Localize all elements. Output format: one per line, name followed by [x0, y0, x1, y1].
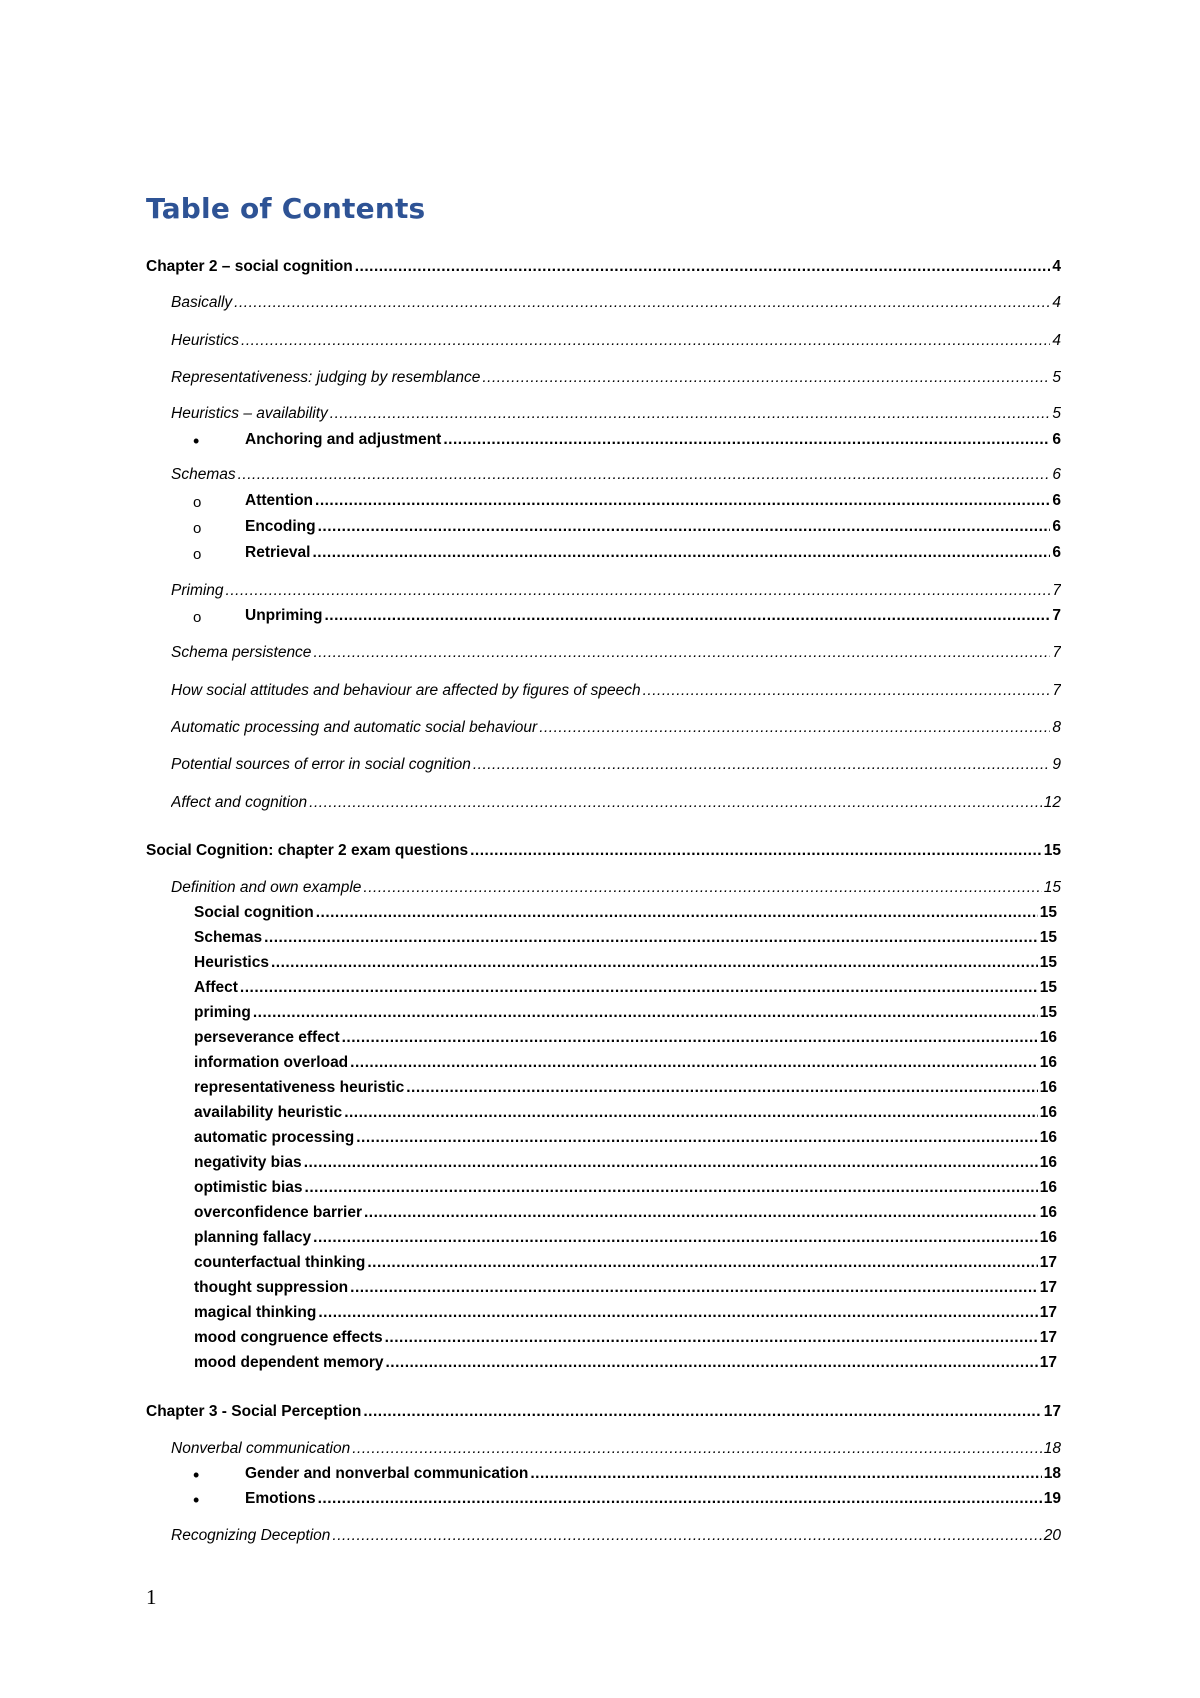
dot-leader — [313, 1229, 1038, 1247]
toc-entry-label[interactable]: perseverance effect — [194, 1029, 340, 1046]
toc-entry-label[interactable]: Affect — [194, 979, 238, 996]
toc-entry-page[interactable]: 6 — [1052, 466, 1061, 483]
toc-entry[interactable] — [0, 544, 1200, 568]
toc-entry[interactable] — [0, 1079, 1200, 1103]
toc-entry-label[interactable]: Representativeness: judging by resemblance — [171, 369, 481, 386]
toc-entry-page[interactable]: 16 — [1039, 1079, 1057, 1096]
toc-entry-label[interactable]: Unpriming — [245, 607, 323, 624]
toc-entry-page[interactable]: 15 — [1039, 979, 1057, 996]
dot-leader — [271, 954, 1038, 972]
toc-entry-page[interactable]: 18 — [1043, 1440, 1061, 1457]
toc-entry-label[interactable]: Automatic processing and automatic social behaviour — [171, 719, 538, 736]
toc-entry-label[interactable]: planning fallacy — [194, 1229, 312, 1246]
dot-leader — [342, 1029, 1038, 1047]
toc-entry-page[interactable]: 16 — [1039, 1154, 1057, 1171]
dot-leader — [385, 1329, 1038, 1347]
dot-leader — [355, 258, 1051, 276]
toc-entry-page[interactable]: 6 — [1052, 492, 1061, 509]
toc-entry[interactable] — [0, 929, 1200, 953]
circle-bullet-icon: o — [193, 609, 202, 626]
dot-leader — [443, 431, 1050, 449]
toc-entry[interactable] — [0, 954, 1200, 978]
dot-leader — [325, 607, 1051, 625]
toc-entry-label[interactable]: Nonverbal communication — [171, 1440, 351, 1457]
toc-entry-label[interactable]: How social attitudes and behaviour are affected by figures of speech — [171, 682, 641, 699]
toc-entry-page[interactable]: 5 — [1052, 369, 1061, 386]
toc-entry-page[interactable]: 16 — [1039, 1229, 1057, 1246]
toc-entry[interactable] — [0, 1229, 1200, 1253]
toc-entry-label[interactable]: Heuristics — [194, 954, 269, 971]
toc-entry-label[interactable]: availability heuristic — [194, 1104, 343, 1121]
toc-entry-label[interactable]: Heuristics – availability — [171, 405, 328, 422]
toc-entry-label[interactable]: Emotions — [245, 1490, 316, 1507]
toc-entry-page[interactable]: 15 — [1039, 1004, 1057, 1021]
toc-entry-page[interactable]: 17 — [1039, 1279, 1057, 1296]
toc-entry-label[interactable]: Definition and own example — [171, 879, 362, 896]
toc-entry[interactable] — [0, 1054, 1200, 1078]
toc-entry-page[interactable]: 7 — [1052, 582, 1061, 599]
toc-entry-label[interactable]: Anchoring and adjustment — [245, 431, 442, 448]
toc-entry-page[interactable]: 7 — [1052, 607, 1061, 624]
toc-entry-page[interactable]: 9 — [1052, 756, 1061, 773]
toc-entry-page[interactable]: 17 — [1039, 1254, 1057, 1271]
toc-entry-page[interactable]: 6 — [1052, 431, 1061, 448]
toc-entry-page[interactable]: 19 — [1043, 1490, 1061, 1507]
toc-entry-label[interactable]: Potential sources of error in social cognition — [171, 756, 471, 773]
dot-leader — [385, 1354, 1037, 1372]
toc-entry[interactable] — [0, 1179, 1200, 1203]
toc-entry-label[interactable]: counterfactual thinking — [194, 1254, 366, 1271]
bullet-icon: • — [193, 431, 200, 451]
toc-entry[interactable] — [0, 842, 1200, 866]
toc-entry-page[interactable]: 16 — [1039, 1029, 1057, 1046]
dot-leader — [364, 1204, 1038, 1222]
circle-bullet-icon: o — [193, 494, 202, 511]
toc-entry-label[interactable]: magical thinking — [194, 1304, 317, 1321]
toc-entry[interactable] — [0, 879, 1200, 903]
toc-entry-label[interactable]: mood congruence effects — [194, 1329, 383, 1346]
toc-entry[interactable] — [0, 1304, 1200, 1328]
toc-entry[interactable] — [0, 644, 1200, 668]
toc-entry[interactable] — [0, 1029, 1200, 1053]
circle-bullet-icon: o — [193, 546, 202, 563]
toc-entry-label[interactable]: automatic processing — [194, 1129, 355, 1146]
toc-entry[interactable] — [0, 1204, 1200, 1228]
toc-entry-label[interactable]: Schema persistence — [171, 644, 312, 661]
toc-entry[interactable] — [0, 756, 1200, 780]
toc-entry-page[interactable]: 15 — [1039, 929, 1057, 946]
toc-entry-page[interactable]: 16 — [1039, 1179, 1057, 1196]
toc-entry-page[interactable]: 12 — [1043, 794, 1061, 811]
toc-entry-label[interactable]: Recognizing Deception — [171, 1527, 331, 1544]
toc-entry-label[interactable]: Chapter 2 – social cognition — [146, 258, 353, 275]
toc-entry-label[interactable]: Encoding — [245, 518, 316, 535]
toc-entry-label[interactable]: Priming — [171, 582, 224, 599]
toc-entry[interactable] — [0, 979, 1200, 1003]
dot-leader — [330, 405, 1051, 423]
toc-entry[interactable] — [0, 294, 1200, 318]
toc-entry[interactable] — [0, 431, 1200, 455]
dot-leader — [313, 644, 1050, 662]
toc-entry-page[interactable]: 16 — [1039, 1104, 1057, 1121]
dot-leader — [473, 756, 1051, 774]
toc-entry-page[interactable]: 20 — [1043, 1527, 1061, 1544]
dot-leader — [238, 466, 1051, 484]
dot-leader — [226, 582, 1051, 600]
toc-entry[interactable] — [0, 1104, 1200, 1128]
page-number: 1 — [146, 1585, 157, 1609]
toc-entry[interactable] — [0, 607, 1200, 631]
toc-entry[interactable] — [0, 369, 1200, 393]
toc-entry[interactable] — [0, 1254, 1200, 1278]
toc-entry-label[interactable]: Attention — [245, 492, 314, 509]
toc-entry-label[interactable]: Retrieval — [245, 544, 311, 561]
dot-leader — [352, 1440, 1042, 1458]
toc-entry-page[interactable]: 4 — [1052, 258, 1061, 275]
toc-entry-label[interactable]: representativeness heuristic — [194, 1079, 405, 1096]
toc-entry[interactable] — [0, 719, 1200, 743]
dot-leader — [241, 332, 1050, 350]
circle-bullet-icon: o — [193, 520, 202, 537]
toc-entry[interactable] — [0, 405, 1200, 429]
dot-leader — [332, 1527, 1041, 1545]
toc-entry-page[interactable]: 17 — [1039, 1354, 1057, 1371]
dot-leader — [350, 1054, 1038, 1072]
dot-leader — [470, 842, 1042, 860]
toc-entry-page[interactable]: 17 — [1043, 1403, 1061, 1420]
toc-entry[interactable] — [0, 258, 1200, 282]
dot-leader — [363, 879, 1041, 897]
toc-entry-label[interactable]: Schemas — [194, 929, 263, 946]
toc-entry[interactable] — [0, 466, 1200, 490]
toc-entry-page[interactable]: 15 — [1043, 879, 1061, 896]
toc-entry-label[interactable]: Gender and nonverbal communication — [245, 1465, 529, 1482]
toc-entry[interactable] — [0, 1403, 1200, 1427]
toc-entry-label[interactable]: Social cognition — [194, 904, 314, 921]
toc-entry-label[interactable]: optimistic bias — [194, 1179, 303, 1196]
toc-entry-label[interactable]: Affect and cognition — [171, 794, 308, 811]
bullet-icon: • — [193, 1465, 200, 1485]
toc-entry-page[interactable]: 4 — [1052, 332, 1061, 349]
toc-entry-label[interactable]: information overload — [194, 1054, 349, 1071]
toc-entry-page[interactable]: 6 — [1052, 518, 1061, 535]
toc-entry-page[interactable]: 4 — [1052, 294, 1061, 311]
dot-leader — [406, 1079, 1038, 1097]
toc-entry[interactable] — [0, 1154, 1200, 1178]
toc-entry-page[interactable]: 7 — [1052, 682, 1061, 699]
dot-leader — [264, 929, 1038, 947]
dot-leader — [240, 979, 1038, 997]
dot-leader — [304, 1154, 1038, 1172]
toc-entry-label[interactable]: priming — [194, 1004, 251, 1021]
toc-entry-label[interactable]: Social Cognition: chapter 2 exam questions — [146, 842, 469, 859]
toc-entry[interactable] — [0, 1440, 1200, 1464]
toc-entry[interactable] — [0, 1329, 1200, 1353]
dot-leader — [305, 1179, 1038, 1197]
dot-leader — [356, 1129, 1038, 1147]
toc-entry-page[interactable]: 16 — [1039, 1204, 1057, 1221]
toc-entry[interactable] — [0, 1490, 1200, 1514]
toc-entry[interactable] — [0, 1354, 1200, 1378]
dot-leader — [318, 1490, 1042, 1508]
toc-entry-page[interactable]: 16 — [1039, 1054, 1057, 1071]
dot-leader — [318, 1304, 1037, 1322]
dot-leader — [482, 369, 1050, 387]
toc-entry[interactable] — [0, 1129, 1200, 1153]
dot-leader — [643, 682, 1051, 700]
toc-entry[interactable] — [0, 518, 1200, 542]
toc-entry-label[interactable]: negativity bias — [194, 1154, 302, 1171]
dot-leader — [530, 1465, 1041, 1483]
dot-leader — [367, 1254, 1037, 1272]
toc-entry[interactable] — [0, 1527, 1200, 1551]
dot-leader — [253, 1004, 1038, 1022]
dot-leader — [344, 1104, 1038, 1122]
toc-entry-label[interactable]: Basically — [171, 294, 233, 311]
toc-entry-page[interactable]: 7 — [1052, 644, 1061, 661]
toc-entry[interactable] — [0, 794, 1200, 818]
toc-entry[interactable] — [0, 682, 1200, 706]
dot-leader — [234, 294, 1050, 312]
toc-entry-label[interactable]: overconfidence barrier — [194, 1204, 362, 1221]
toc-entry-page[interactable]: 16 — [1039, 1129, 1057, 1146]
toc-entry-label[interactable]: Chapter 3 - Social Perception — [146, 1403, 362, 1420]
toc-title: Table of Contents — [146, 192, 426, 225]
toc-entry-label[interactable]: Heuristics — [171, 332, 240, 349]
toc-entry-page[interactable]: 18 — [1043, 1465, 1061, 1482]
dot-leader — [309, 794, 1042, 812]
toc-entry-label[interactable]: thought suppression — [194, 1279, 349, 1296]
toc-entry-label[interactable]: mood dependent memory — [194, 1354, 384, 1371]
toc-entry-page[interactable]: 15 — [1043, 842, 1061, 859]
toc-entry-page[interactable]: 15 — [1039, 954, 1057, 971]
toc-entry-page[interactable]: 8 — [1052, 719, 1061, 736]
toc-entry[interactable] — [0, 1465, 1200, 1489]
toc-entry-page[interactable]: 17 — [1039, 1329, 1057, 1346]
dot-leader — [312, 544, 1050, 562]
toc-entry[interactable] — [0, 1279, 1200, 1303]
toc-entry-page[interactable]: 17 — [1039, 1304, 1057, 1321]
dot-leader — [316, 904, 1038, 922]
toc-entry-page[interactable]: 15 — [1039, 904, 1057, 921]
dot-leader — [539, 719, 1050, 737]
toc-entry[interactable] — [0, 904, 1200, 928]
dot-leader — [350, 1279, 1038, 1297]
bullet-icon: • — [193, 1490, 200, 1510]
toc-entry[interactable] — [0, 1004, 1200, 1028]
toc-entry[interactable] — [0, 582, 1200, 606]
toc-entry-page[interactable]: 5 — [1052, 405, 1061, 422]
toc-entry-label[interactable]: Schemas — [171, 466, 236, 483]
toc-entry-page[interactable]: 6 — [1052, 544, 1061, 561]
dot-leader — [363, 1403, 1041, 1421]
dot-leader — [318, 518, 1051, 536]
toc-entry[interactable] — [0, 332, 1200, 356]
toc-entry[interactable] — [0, 492, 1200, 516]
dot-leader — [315, 492, 1050, 510]
